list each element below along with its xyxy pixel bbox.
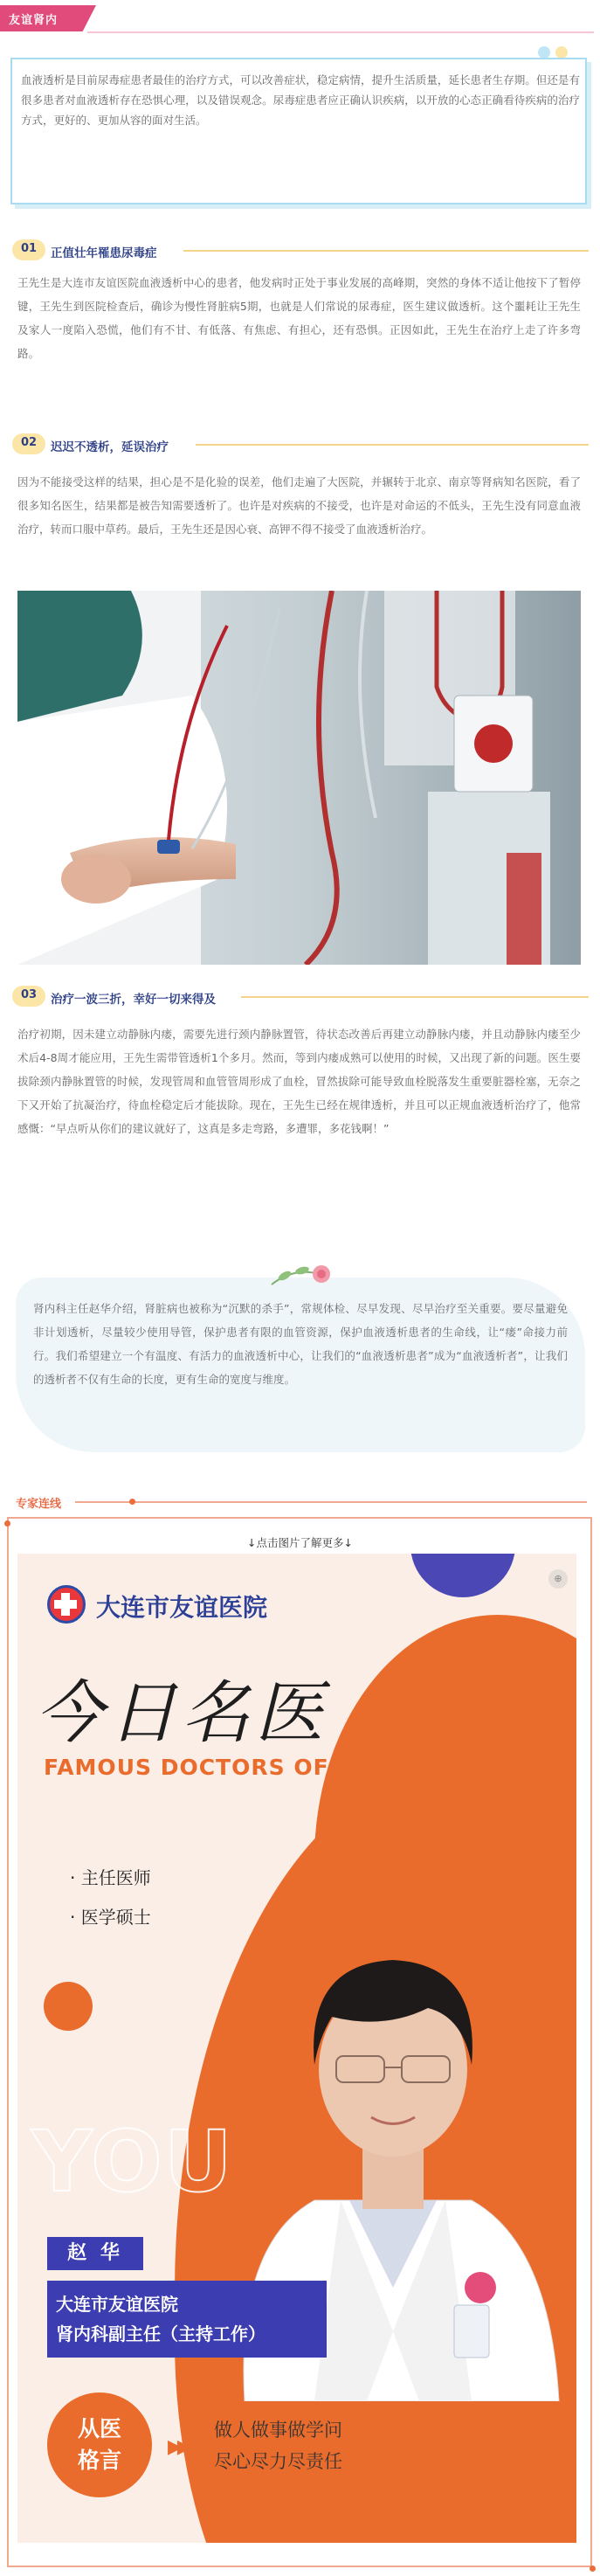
expert-rule-dot — [129, 1499, 135, 1505]
poster-decor — [410, 1554, 515, 1597]
section-text-01: 王先生是大连市友谊医院血液透析中心的患者，他发病时正处于事业发展的高峰期，突然的身体不适让他按下了暂停键，王先生到医院检查后，确诊为慢性肾脏病5期，也就是人们常说的尿毒症，医生建议做透析。这个噩耗让王先生及家人一度陷入恐慌，他们有不甘、有低落、有焦虑、有担心，还有恐惧。正因如此，王先生在治疗上走了许多弯路。 — [17, 276, 581, 360]
expert-rule — [75, 1501, 587, 1503]
doctor-credential: · 主任医师 — [70, 1867, 151, 1888]
doctor-hospital: 大连市友谊医院 — [56, 2294, 178, 2315]
doctor-title-box — [47, 2281, 327, 2358]
famous-doctors-title: FAMOUS DOCTORS OF YOUYI — [44, 1755, 417, 1780]
calligraphy-title: 今日名医 — [35, 1674, 329, 1753]
dot-yellow — [555, 46, 568, 59]
info-badge-icon: ⊕ — [548, 1569, 568, 1589]
doctor-position: 肾内科副主任（主持工作） — [56, 2323, 266, 2344]
motto-circle-line: 格言 — [77, 2448, 121, 2473]
section-rule — [183, 250, 589, 252]
doctor-name: 赵 华 — [47, 2237, 143, 2270]
intro-box — [10, 58, 587, 204]
tag-label: 友谊肾内 — [9, 14, 59, 27]
motto-text — [214, 2414, 342, 2477]
poster-decor — [44, 1982, 93, 2031]
expert-label: 专家连线 — [16, 1498, 62, 1511]
section-rule — [241, 996, 589, 998]
section-number: 02 — [21, 436, 38, 449]
section-heading-02 — [12, 430, 589, 458]
section-tag — [0, 5, 105, 31]
dot-blue — [538, 46, 550, 59]
click-hint: ↓点击图片了解更多↓ — [247, 1536, 353, 1549]
section-text-02: 因为不能接受这样的结果，担心是不是化验的误差，他们走遍了大医院，并辗转于北京、南京等肾病知名医院，看了很多知名医生，结果都是被告知需要透析了。也许是对疾病的不接受，也许是对命运的不低头，王先生没有同意血液治疗，转而口服中草药。最后，王先生还是因心衰、高钾不得不接受了血液透析治疗。 — [17, 475, 581, 536]
frame-dot — [590, 2566, 596, 2572]
intro-text: 血液透析是目前尿毒症患者最佳的治疗方式，可以改善症状，稳定病情，提升生活质量，延长患者生存期。但还是有很多患者对血液透析存在恐惧心理，以及错误观念。尿毒症患者应正确认识疾病，以开放的心态正确看待疾病的治疗方式，更好的、更加从容的面对生活。 — [21, 73, 580, 127]
motto-circle — [47, 2392, 152, 2497]
you-outline-text: YOU — [31, 2113, 234, 2211]
section-rule — [196, 444, 589, 446]
tag-underline — [87, 31, 594, 33]
double-arrow-icon: ▶▶ — [168, 2436, 187, 2458]
doctor-credential: · 医学硕士 — [70, 1907, 151, 1928]
section-text-03: 治疗初期，因未建立动静脉内瘘，需要先进行颈内静脉置管，待状态改善后再建立动静脉内瘘，并且动静脉内瘘至少术后4-8周才能应用，王先生需带管透析1个多月。然而，等到内瘘成熟可以使用的时候，又出现了新的问题。医生要拔除颈内静脉置管的时候，发现管周和血管管周形成了血栓，冒然拔除可能导致血栓脱落发生重要脏器栓塞，无奈之下又开始了抗凝治疗，待血栓稳定后才能拔除。现在，王先生已经在规律透析，并且可以正规血液透析治疗了，他常感慨：“早点听从你们的建议就好了，这真是多走弯路，多遭罪，多花钱啊！” — [17, 1028, 581, 1135]
dialysis-illustration — [17, 591, 581, 965]
motto-line: 做人做事做学问 — [214, 2420, 342, 2441]
dialysis-photo — [17, 591, 581, 965]
section-title: 治疗一波三折，幸好一切来得及 — [51, 993, 216, 1007]
hospital-logo-icon — [47, 1585, 86, 1624]
motto-line: 尽心尽力尽责任 — [214, 2451, 342, 2472]
hospital-name: 大连市友谊医院 — [96, 1593, 268, 1622]
section-heading-01 — [12, 236, 589, 264]
motto-circle-line: 从医 — [77, 2416, 121, 2441]
section-title: 正值壮年罹患尿毒症 — [51, 246, 157, 260]
doctor-poster[interactable] — [17, 1554, 576, 2543]
quote-text: 肾内科主任赵华介绍，肾脏病也被称为“沉默的杀手”，常规体检、尽早发现、尽早治疗至关重要。要尽量避免非计划透析，尽量较少使用导管，保护患者有限的血管资源，保护血液透析患者的生命线，让“瘘”命接力前行。我们希望建立一个有温度、有活力的血液透析中心，让我们的“血液透析患者”成为“血液透析者”，让我们的透析者不仅有生命的长度，更有生命的宽度与维度。 — [33, 1302, 568, 1386]
section-heading-03 — [12, 982, 589, 1010]
section-number: 01 — [21, 242, 38, 255]
flower-icon — [267, 1258, 337, 1293]
section-number: 03 — [21, 988, 38, 1001]
section-title: 迟迟不透析，延误治疗 — [51, 440, 169, 454]
quote-block — [16, 1278, 585, 1452]
frame-dot — [4, 1520, 10, 1527]
